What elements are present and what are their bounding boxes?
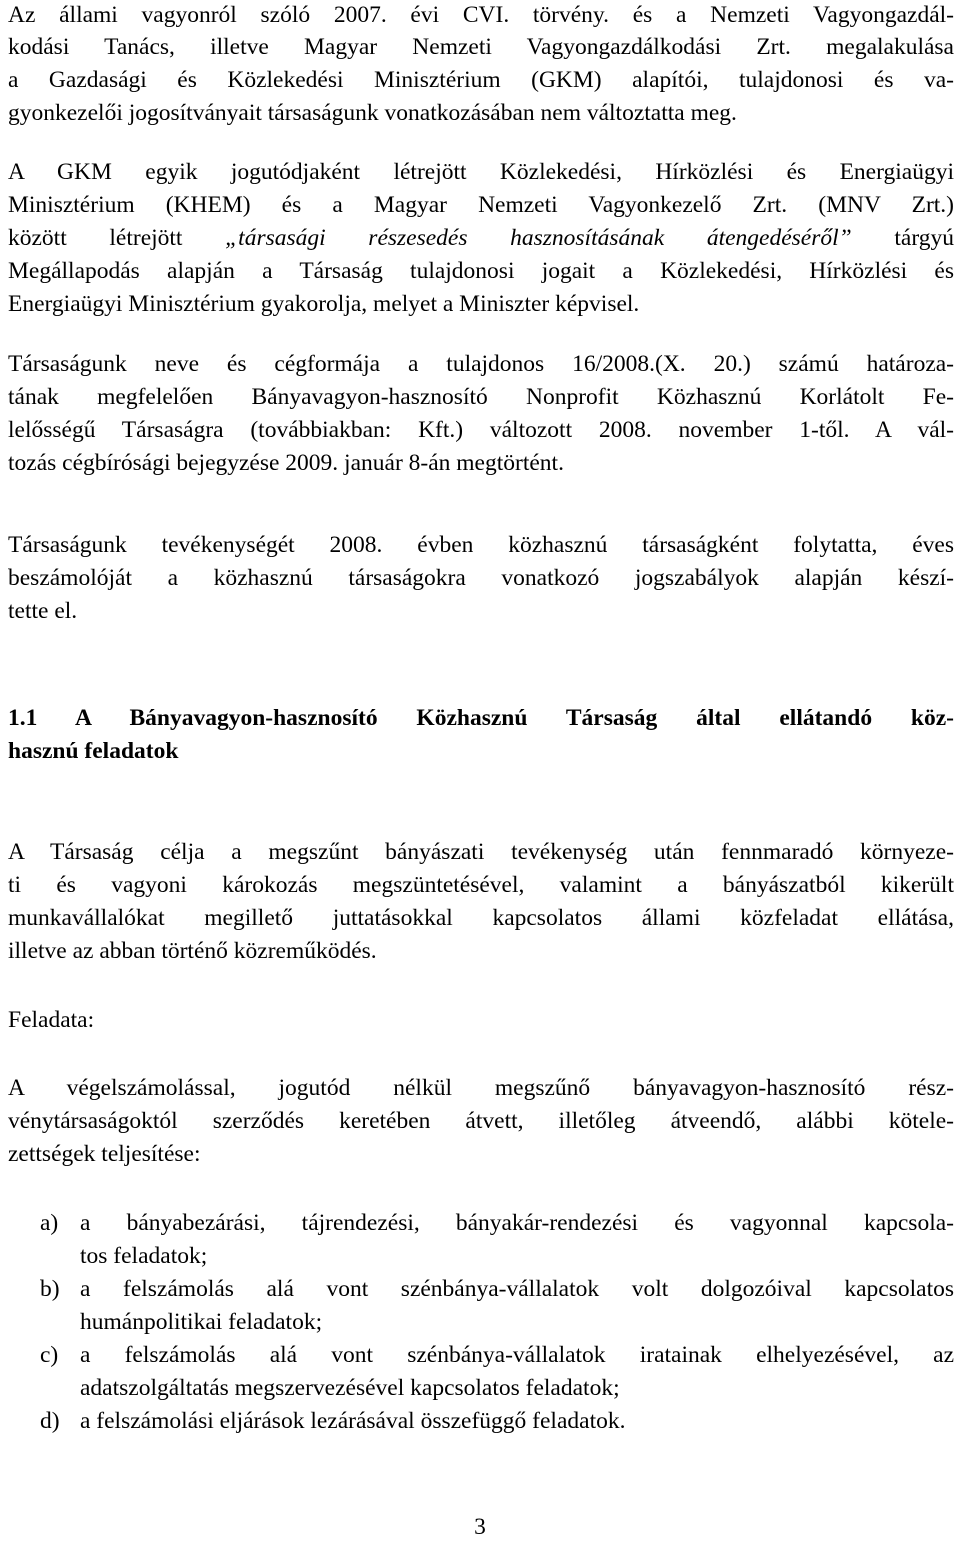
paragraph-1-line: kodási Tanács, illetve Magyar Nemzeti Vagyongazdálkodási Zrt. megalakulása (8, 34, 954, 60)
paragraph-6-line: vénytársaságoktól szerződés keretében átvett, illetőleg átveendő, alábbi kötele- (8, 1108, 954, 1134)
paragraph-2-line: Energiaügyi Minisztérium gyakorolja, melyet a Miniszter képvisel. (8, 291, 640, 317)
paragraph-4-line: Társaságunk tevékenységét 2008. évben közhasznú társaságként folytatta, éves (8, 532, 954, 558)
section-heading: hasznú feladatok (8, 738, 179, 764)
paragraph-5-line: munkavállalókat megillető juttatásokkal kapcsolatos állami közfeladat ellátása, (8, 905, 954, 931)
paragraph-2-line: A GKM egyik jogutódjaként létrejött Közlekedési, Hírközlési és Energiaügyi (8, 159, 954, 185)
paragraph-2-line: Minisztérium (KHEM) és a Magyar Nemzeti Vagyonkezelő Zrt. (MNV Zrt.) (8, 192, 954, 218)
paragraph-3-line: tának megfelelően Bányavagyon-hasznosító Nonprofit Közhasznú Korlátolt Fe- (8, 384, 954, 410)
paragraph-1-line: a Gazdasági és Közlekedési Minisztérium (GKM) alapítói, tulajdonosi és va- (8, 67, 954, 93)
list-marker: a) (40, 1210, 59, 1236)
list-marker: c) (40, 1342, 59, 1368)
paragraph-3-line: Társaságunk neve és cégformája a tulajdonos 16/2008.(X. 20.) számú határoza- (8, 351, 954, 377)
paragraph-1-line: gyonkezelői jogosítványait társaságunk vonatkozásában nem változtatta meg. (8, 100, 737, 126)
paragraph-5-line: illetve az abban történő közreműködés. (8, 938, 377, 964)
list-marker: b) (40, 1276, 60, 1302)
paragraph-2-line (8, 223, 954, 253)
paragraph-2-line: Megállapodás alapján a Társaság tulajdonosi jogait a Közlekedési, Hírközlési és (8, 258, 954, 284)
list-item-text: tos feladatok; (80, 1243, 208, 1269)
paragraph-3-line: tozás cégbírósági bejegyzése 2009. január 8-án megtörtént. (8, 450, 564, 476)
list-item-text: a felszámolási eljárások lezárásával összefüggő feladatok. (80, 1408, 626, 1434)
paragraph-6-line: A végelszámolással, jogutód nélkül megszűnő bányavagyon-hasznosító rész- (8, 1075, 954, 1101)
list-item-text: a felszámolás alá vont szénbánya-vállalatok volt dolgozóival kapcsolatos (80, 1276, 954, 1302)
page-number: 3 (474, 1514, 486, 1540)
list-item-text: humánpolitikai feladatok; (80, 1309, 323, 1335)
agreement-title-italic: „társasági részesedés hasznosításának átengedéséről” (225, 225, 852, 251)
paragraph-1-line: Az állami vagyonról szóló 2007. évi CVI. törvény. és a Nemzeti Vagyongazdál- (8, 2, 954, 28)
list-item-text: a felszámolás alá vont szénbánya-vállalatok iratainak elhelyezésével, az (80, 1342, 954, 1368)
list-item-text: adatszolgáltatás megszervezésével kapcsolatos feladatok; (80, 1375, 620, 1401)
list-item-text: a bányabezárási, tájrendezési, bányakár-rendezési és vagyonnal kapcsola- (80, 1210, 954, 1236)
paragraph-5-line: A Társaság célja a megszűnt bányászati tevékenység után fennmaradó környeze- (8, 839, 954, 865)
section-heading: 1.1 A Bányavagyon-hasznosító Közhasznú Társaság által ellátandó köz- (8, 705, 954, 731)
paragraph-3-line: lelősségű Társaságra (továbbiakban: Kft.) változott 2008. november 1-től. A vál- (8, 417, 954, 443)
paragraph-2-text: tárgyú (851, 225, 954, 251)
paragraph-6-line: zettségek teljesítése: (8, 1141, 201, 1167)
list-marker: d) (40, 1408, 60, 1434)
paragraph-4-line: tette el. (8, 598, 78, 624)
feladata-label: Feladata: (8, 1007, 95, 1033)
paragraph-5-line: ti és vagyoni károkozás megszüntetésével, valamint a bányászatból kikerült (8, 872, 954, 898)
paragraph-2-text: között létrejött (8, 225, 226, 251)
paragraph-4-line: beszámolóját a közhasznú társaságokra vonatkozó jogszabályok alapján készí- (8, 565, 954, 591)
